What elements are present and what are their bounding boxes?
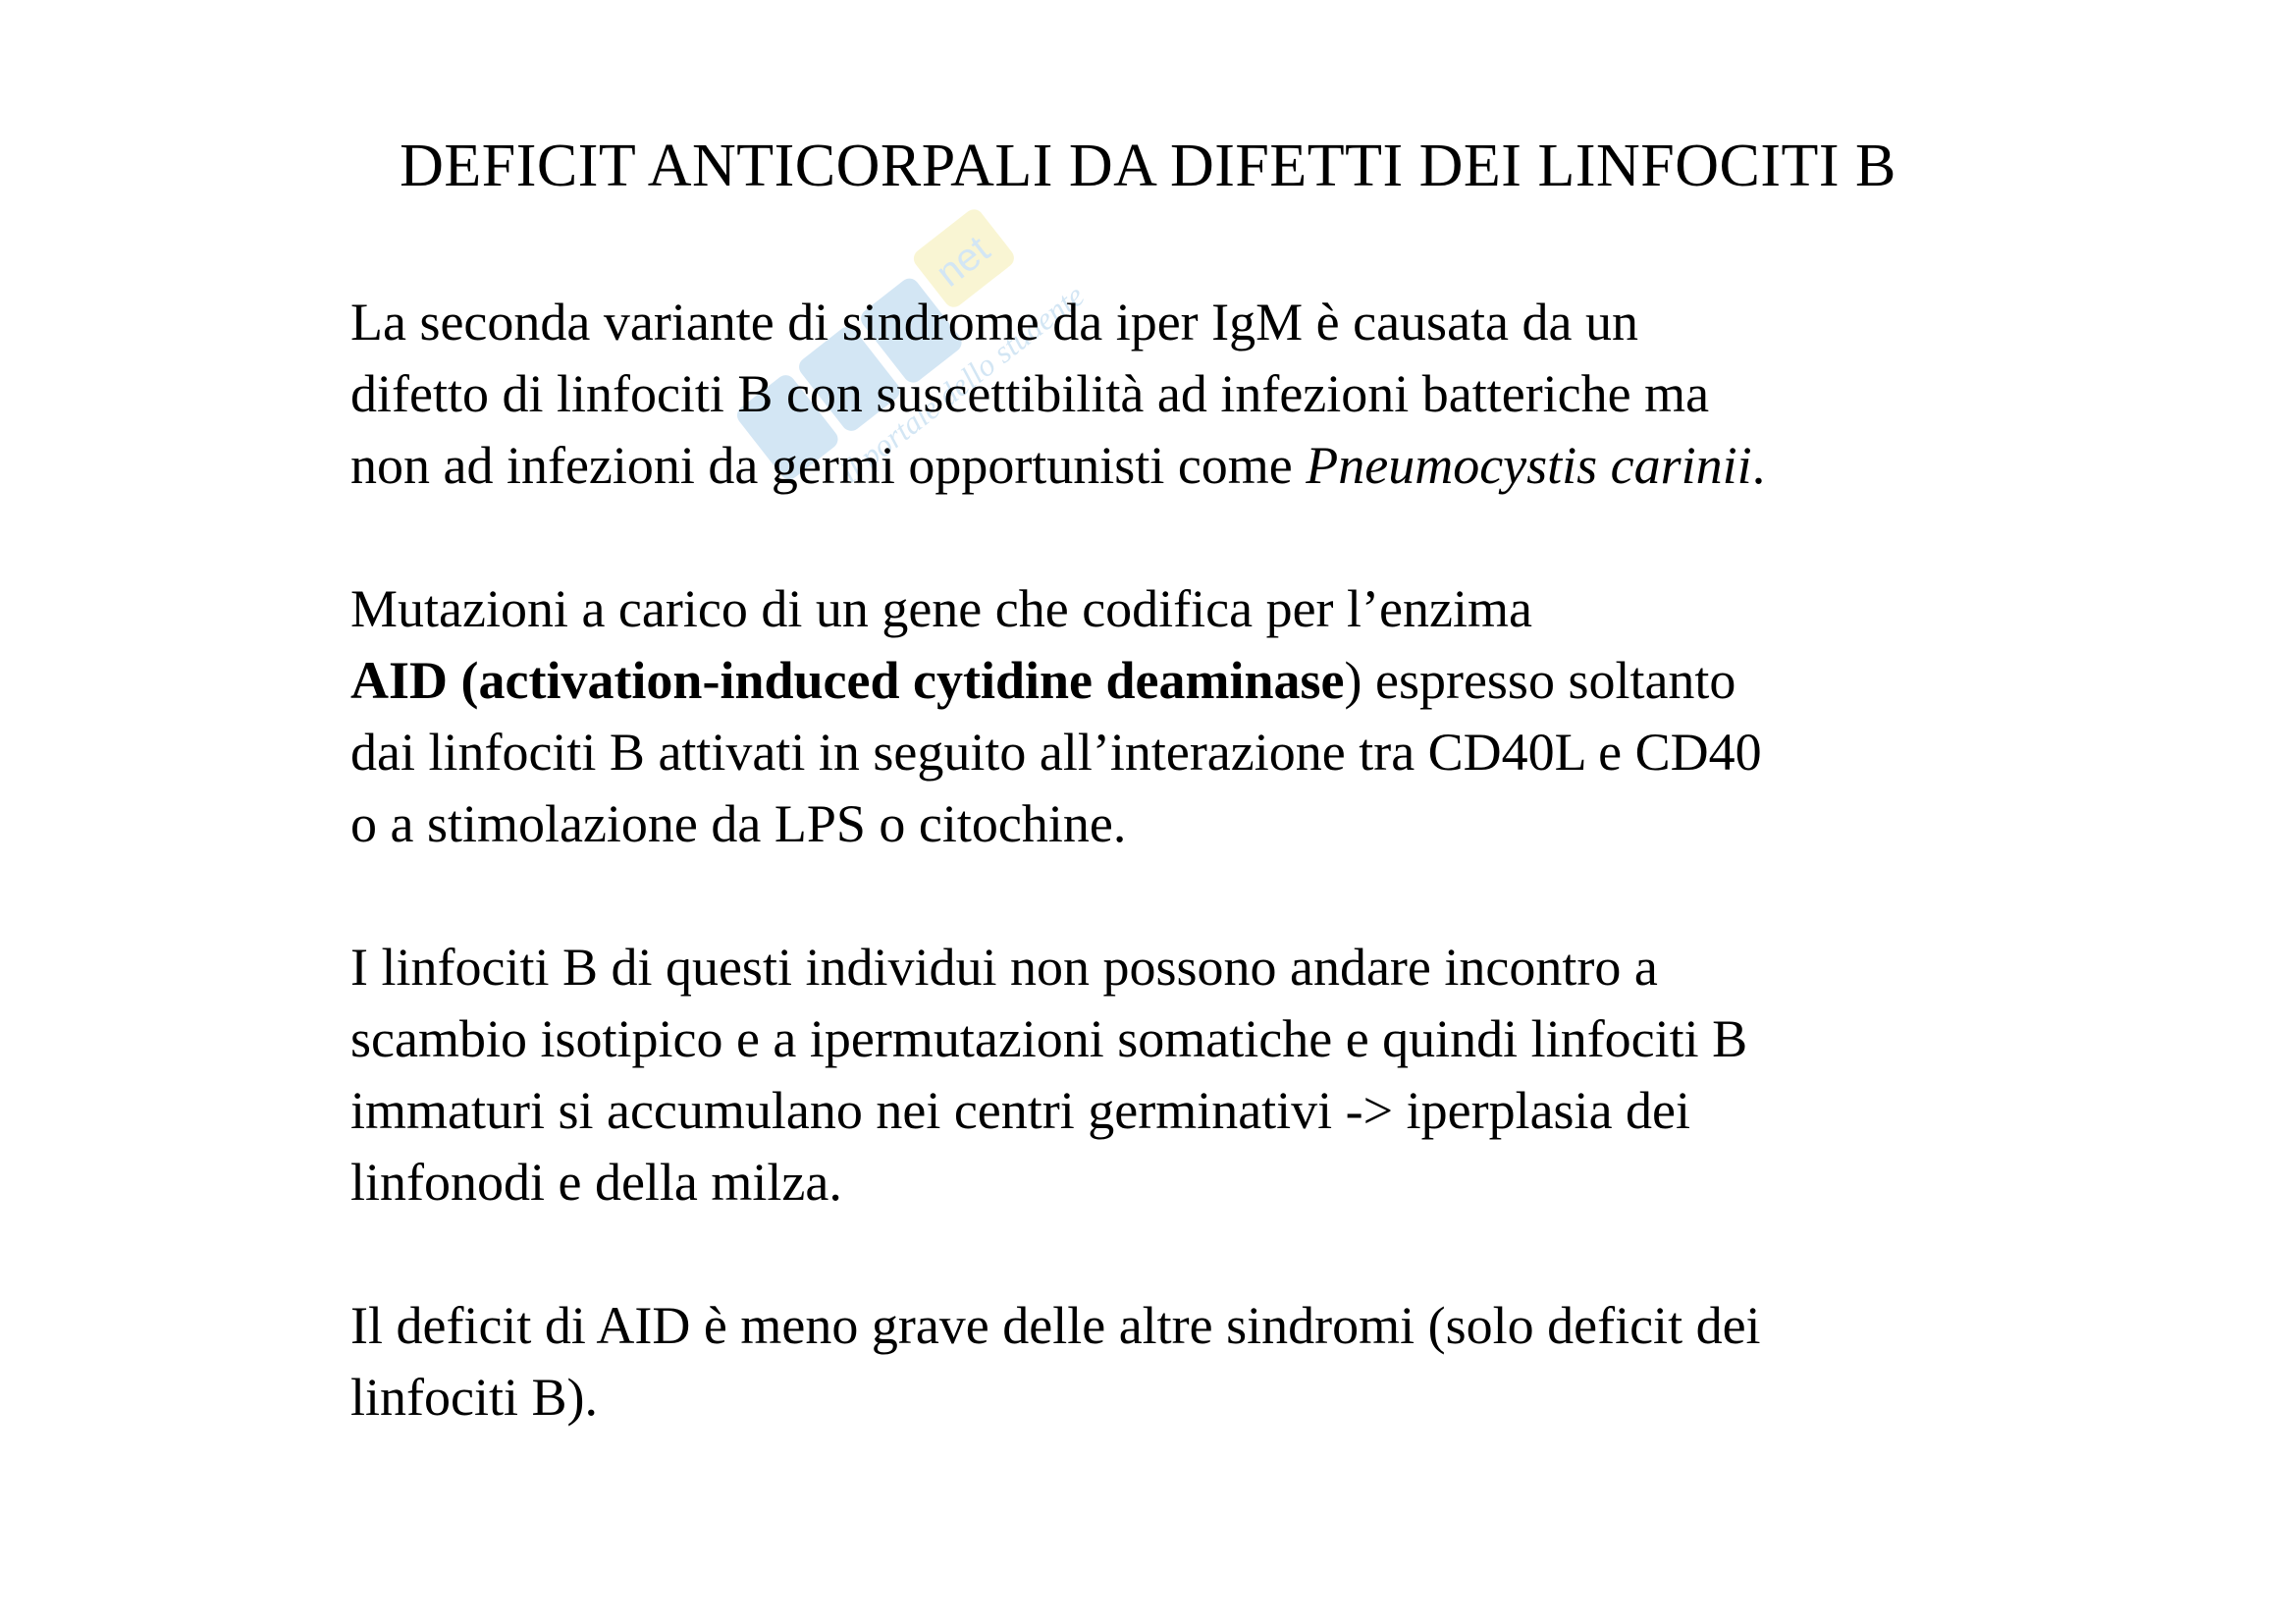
paragraph-line: scambio isotipico e a ipermutazioni somatiche e quindi linfociti B [350, 1009, 1748, 1068]
watermark-text: net [928, 227, 998, 296]
paragraph-line: La seconda variante di sindrome da iper IgM è causata da un [350, 293, 1638, 352]
paragraph-line: linfonodi e della milza. [350, 1153, 842, 1212]
paragraph-line [350, 645, 2019, 717]
paragraph-line: o a stimolazione da LPS o citochine. [350, 794, 1127, 853]
paragraph-line: dai linfociti B attivati in seguito all’interazione tra CD40L e CD40 [350, 723, 1762, 782]
body-content [350, 287, 2019, 1505]
paragraph-line: Il deficit di AID è meno grave delle altre sindromi (solo deficit dei [350, 1296, 1761, 1355]
paragraph-line [350, 430, 2019, 502]
paragraph-aid-mutations [350, 573, 2019, 860]
paragraph-line: immaturi si accumulano nei centri germinativi -> iperplasia dei [350, 1081, 1691, 1140]
paragraph-line: difetto di linfociti B con suscettibilità ad infezioni batteriche ma [350, 364, 1710, 423]
paragraph-line: Mutazioni a carico di un gene che codifica per l’enzima [350, 579, 1532, 638]
italic-species-name: Pneumocystis carinii [1306, 436, 1752, 495]
paragraph-iper-igm-variant [350, 287, 2019, 502]
paragraph-line: I linfociti B di questi individui non possono andare incontro a [350, 938, 1658, 997]
text-run: non ad infezioni da germi opportunisti come [350, 436, 1307, 495]
bold-enzyme-name: AID (activation-induced cytidine deaminase [350, 651, 1345, 710]
text-run: . [1751, 436, 1766, 495]
text-run: ) espresso soltanto [1344, 651, 1736, 710]
paragraph-isotype-switch [350, 932, 2019, 1218]
paragraph-aid-severity [350, 1290, 2019, 1434]
page-title: DEFICIT ANTICORPALI DA DIFETTI DEI LINFOCITI B [400, 133, 1896, 199]
watermark-tagline: il portale dello studente [832, 277, 1091, 490]
paragraph-line: linfociti B). [350, 1368, 598, 1427]
